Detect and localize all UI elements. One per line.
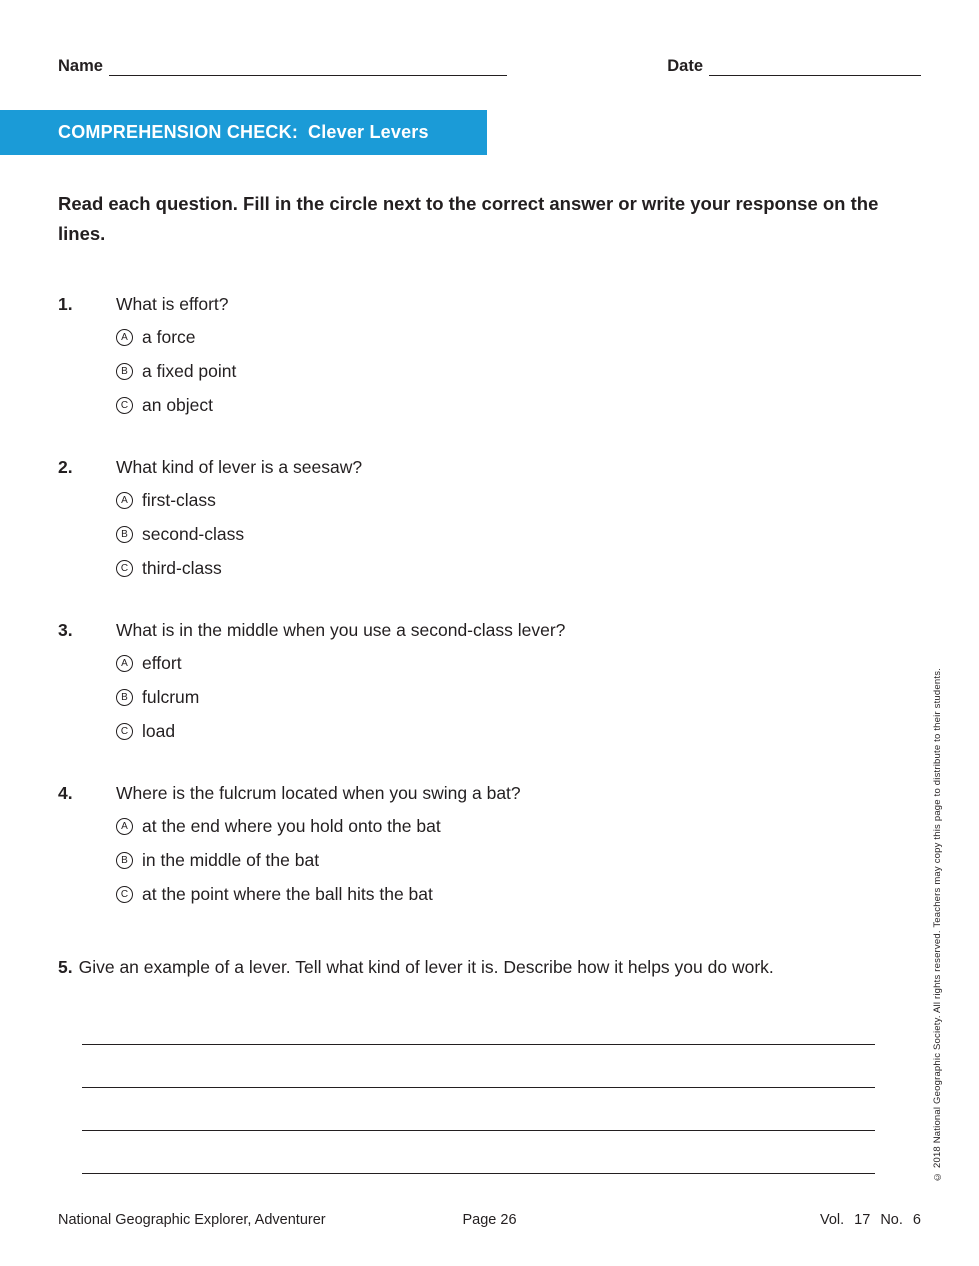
questions-section [58,294,921,905]
answer-bubble[interactable]: B [116,526,133,543]
copyright-text: © 2018 National Geographic Society. All rights reserved. Teachers may copy this page to distribute to their students. [932,667,943,1182]
choice-1b[interactable] [116,361,921,382]
choice-3a[interactable] [116,653,921,674]
question-text: What is effort? [116,294,229,315]
title-banner [0,110,487,155]
name-label: Name [58,57,103,75]
answer-bubble[interactable]: C [116,886,133,903]
choice-2a[interactable] [116,490,921,511]
question-number: 3. [58,620,73,641]
choice-text: a fixed point [142,361,237,382]
answer-bubble[interactable]: C [116,560,133,577]
choice-text: third-class [142,558,222,579]
footer-page-number: Page 26 [462,1212,517,1228]
response-line-4[interactable] [82,1131,875,1174]
name-field [58,56,507,76]
answer-bubble[interactable]: A [116,492,133,509]
name-input-line[interactable] [109,56,507,76]
question-5 [58,957,921,978]
choice-4c[interactable] [116,884,921,905]
choice-text: in the middle of the bat [142,850,320,871]
question-4 [58,783,921,905]
question-1 [58,294,921,416]
question-text: What kind of lever is a seesaw? [116,457,363,478]
choice-text: a force [142,327,196,348]
question-text: Where is the fulcrum located when you swing a bat? [116,783,521,804]
header-row [0,0,979,76]
footer-volume: Vol. 17 No. 6 [819,1212,921,1228]
choice-text: fulcrum [142,687,200,708]
banner-prefix: COMPREHENSION CHECK: [58,122,299,142]
instructions-text: Read each question. Fill in the circle next to the correct answer or write your response on the lines. [58,193,879,244]
choice-2b[interactable] [116,524,921,545]
question-number: 5. [58,957,73,978]
choice-3c[interactable] [116,721,921,742]
answer-bubble[interactable]: A [116,818,133,835]
answer-bubble[interactable]: A [116,329,133,346]
response-line-3[interactable] [82,1088,875,1131]
date-input-line[interactable] [709,56,921,76]
footer-publication: National Geographic Explorer, Adventurer [58,1212,326,1228]
free-response-area [82,1002,875,1174]
answer-bubble[interactable]: A [116,655,133,672]
choice-text: load [142,721,176,742]
choice-2c[interactable] [116,558,921,579]
answer-bubble[interactable]: C [116,397,133,414]
question-number: 4. [58,783,73,804]
question-text: What is in the middle when you use a second-class lever? [116,620,566,641]
footer [58,1212,921,1228]
choice-text: effort [142,653,182,674]
response-line-1[interactable] [82,1002,875,1045]
choice-text: at the point where the ball hits the bat [142,884,433,905]
choice-1c[interactable] [116,395,921,416]
choice-text: at the end where you hold onto the bat [142,816,441,837]
choice-text: first-class [142,490,216,511]
question-2 [58,457,921,579]
choice-1a[interactable] [116,327,921,348]
page-title: Clever Levers [308,122,429,142]
response-line-2[interactable] [82,1045,875,1088]
answer-bubble[interactable]: B [116,363,133,380]
answer-bubble[interactable]: C [116,723,133,740]
answer-bubble[interactable]: B [116,852,133,869]
choice-3b[interactable] [116,687,921,708]
date-field [667,56,921,76]
answer-bubble[interactable]: B [116,689,133,706]
question-number: 2. [58,457,73,478]
question-text: Give an example of a lever. Tell what kind of lever it is. Describe how it helps you do work. [78,957,774,978]
choice-text: an object [142,395,214,416]
question-3 [58,620,921,742]
date-label: Date [667,57,703,75]
question-number: 1. [58,294,73,315]
choice-4b[interactable] [116,850,921,871]
choice-text: second-class [142,524,245,545]
choice-4a[interactable] [116,816,921,837]
